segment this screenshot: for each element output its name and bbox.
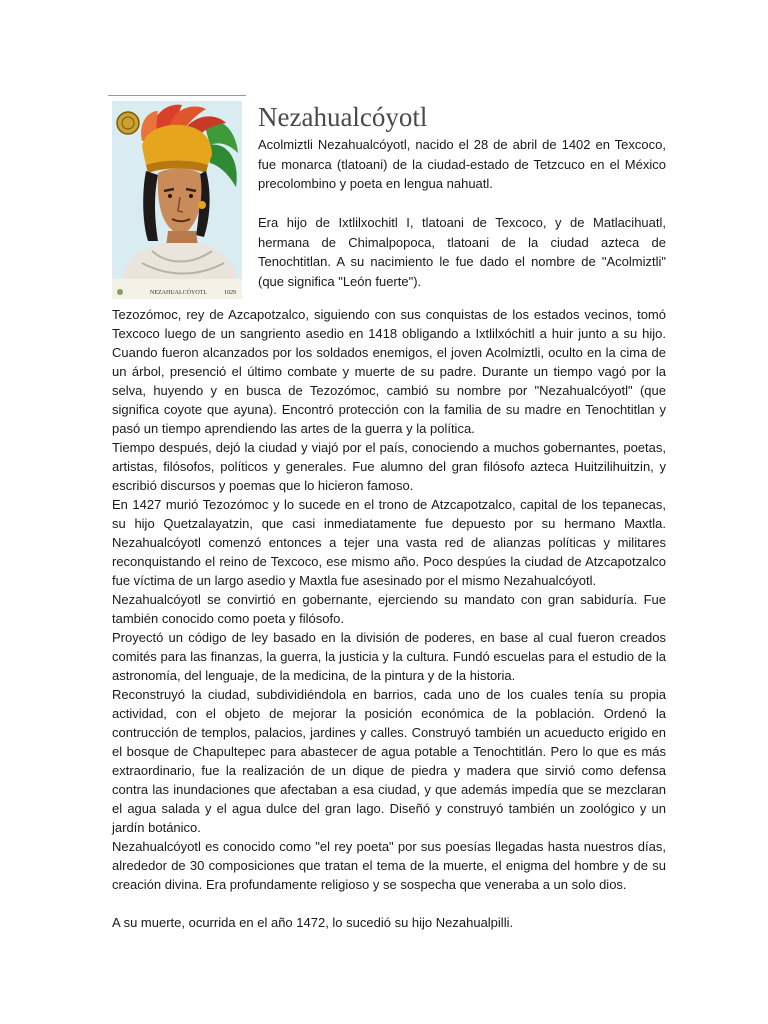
portrait-illustration [112,101,242,299]
body-paragraph: Reconstruyó la ciudad, subdividiéndola en barrios, cada uno de los cuales tenía su propia actividad, con el objeto de mejorar la posición económica de la población. Ordenó la contrucción de templos, palacios, jardines y calles. Construyó también un acueducto erigido en el bosque de Chapultepec para abastecer de agua potable a Tenochtitlán. Pero lo que es más extraordinario, fue la realización de un dique de piedra y madera que sirvió como defensa contra las inundaciones que afectaban a esa ciudad, y que además impedía que se mezclaran el agua salada y el agua dulce del gran lago. Diseñó y construyó también un zoológico y un jardín botánico. [112,687,666,835]
portrait-number: 1029 [224,290,236,296]
body-paragraph: Nezahualcóyotl se convirtió en gobernante, ejerciendo su mandato con gran sabiduría. Fue también conocido como poeta y filósofo. [112,592,666,626]
body-paragraph: Tezozómoc, rey de Azcapotzalco, siguiendo con sus conquistas de los estados vecinos, tomó Texcoco luego de un sangriento asedio en 1418 obligando a Ixtlilxóchitl a huir junto a su hijo. Cuando fueron alcanzados por los soldados enemigos, el joven Acolmiztli, oculto en la cima de un árbol, presenció el último combate y muerte de su padre. Durante un tiempo vagó por la selva, huyendo y en busca de Tezozómoc, cambió su nombre por "Nezahualcóyotl" (que significa coyote que ayuna). Encontró protección con la familia de su madre en Tenochtitlan y pasó un tiempo aprendiendo las artes de la guerra y la política. [112,307,666,436]
body-paragraph: Tiempo después, dejó la ciudad y viajó por el país, conociendo a muchos gobernantes, poetas, artistas, filósofos, políticos y generales. Fue alumno del gran filósofo azteca Huitzilihuitzin, y escribió discursos y poemas que lo hicieron famoso. [112,440,666,493]
body-paragraph: Nezahualcóyotl es conocido como "el rey poeta" por sus poesías llegadas hasta nuestros días, alrededor de 30 composiciones que tratan el tema de la muerte, el enigma del hombre y de su creación divina. Era profundamente religioso y se sospecha que veneraba a un solo dios. [112,839,666,892]
portrait-caption: NEZAHUALCÓYOTL [150,290,207,296]
body-paragraph: En 1427 murió Tezozómoc y lo sucede en el trono de Atzcapotzalco, capital de los tepanecas, su hijo Quetzalayatzin, que casi inmediatamente fue depuesto por su hermano Maxtla. Nezahualcóyotl comenzó entonces a tejer una vasta red de alianzas políticas y militares reconquistando el reino de Texcoco, ese mismo año. Poco despúes la ciudad de Atzcapotzalco fue víctima de un largo asedio y Maxtla fue asesinado por el mismo Nezahualcóyotl. [112,497,666,588]
body-paragraph-closing: A su muerte, ocurrida en el año 1472, lo sucedió su hijo Nezahualpilli. [112,915,514,930]
portrait-image [112,101,242,299]
intro-paragraph: Acolmiztli Nezahualcóyotl, nacido el 28 de abril de 1402 en Texcoco, fue monarca (tlatoani) de la ciudad-estado de Tetzcuco en el México precolombino y poeta en lengua nahuatl. [258,137,666,191]
body-paragraph: Proyectó un código de ley basado en la división de poderes, en base al cual fueron creados comités para las finanzas, la guerra, la justicia y la cultura. Fundó escuelas para el estudio de la astronomía, del lenguaje, de la medicina, de la pintura y de la historia. [112,630,666,683]
intro-section [258,135,666,291]
intro-paragraph: Era hijo de Ixtlilxochitl I, tlatoani de Texcoco, y de Matlacihuatl, hermana de Chimalpopoca, tlatoani de la ciudad azteca de Tenochtitlan. A su nacimiento le fue dado el nombre de "Acolmiztli" (que significa "León fuerte"). [258,215,666,289]
body-section [112,305,666,932]
top-rule [108,95,246,96]
page-title: Nezahualcóyotl [258,102,428,132]
